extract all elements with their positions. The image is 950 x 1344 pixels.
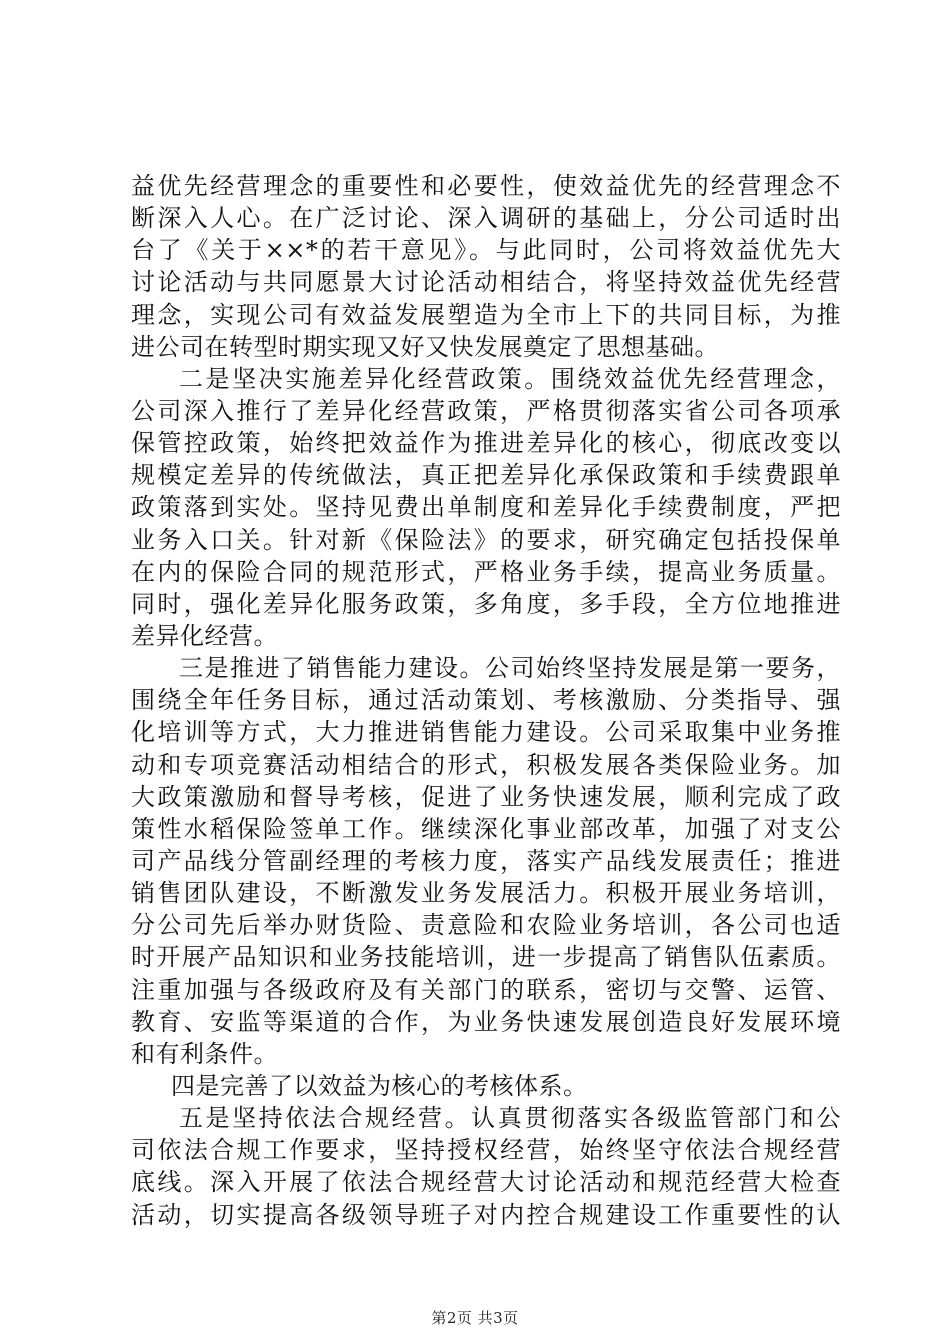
document-body	[131, 170, 841, 1231]
text-line: 台了《关于××*的若干意见》。与此同时，公司将效益优先大	[131, 236, 841, 265]
text-line: 业务入口关。针对新《保险法》的要求，研究确定包括投保单	[131, 525, 841, 554]
text-line: 策性水稻保险签单工作。继续深化事业部改革，加强了对支公	[131, 814, 841, 843]
paragraph-start-line: 三是推进了销售能力建设。公司始终坚持发展是第一要务，	[179, 654, 841, 683]
page-footer: 第2页 共3页	[431, 1309, 519, 1327]
text-line: 时开展产品知识和业务技能培训，进一步提高了销售队伍素质。	[131, 943, 841, 972]
text-line: 差异化经营。	[131, 621, 278, 650]
text-line: 司产品线分管副经理的考核力度，落实产品线发展责任；推进	[131, 846, 841, 875]
text-line: 化培训等方式，大力推进销售能力建设。公司采取集中业务推	[131, 718, 841, 747]
text-line: 分公司先后举办财货险、责意险和农险业务培训，各公司也适	[131, 911, 841, 940]
paragraph-start-line: 四是完善了以效益为核心的考核体系。	[171, 1071, 588, 1100]
text-line: 规模定差异的传统做法，真正把差异化承保政策和手续费跟单	[131, 461, 841, 490]
text-line: 在内的保险合同的规范形式，严格业务手续，提高业务质量。	[131, 557, 841, 586]
text-line: 公司深入推行了差异化经营政策，严格贯彻落实省公司各项承	[131, 396, 841, 425]
text-line: 销售团队建设，不断激发业务发展活力。积极开展业务培训，	[131, 879, 841, 908]
text-line: 教育、安监等渠道的合作，为业务快速发展创造良好发展环境	[131, 1007, 841, 1036]
text-line: 政策落到实处。坚持见费出单制度和差异化手续费制度，严把	[131, 493, 841, 522]
text-line: 进公司在转型时期实现又好又快发展奠定了思想基础。	[131, 332, 719, 361]
text-line: 同时，强化差异化服务政策，多角度，多手段，全方位地推进	[131, 589, 841, 618]
text-line: 讨论活动与共同愿景大讨论活动相结合，将坚持效益优先经营	[131, 268, 841, 297]
text-line: 注重加强与各级政府及有关部门的联系，密切与交警、运管、	[131, 975, 841, 1004]
text-line: 司依法合规工作要求，坚持授权经营，始终坚守依法合规经营	[131, 1136, 841, 1165]
text-line: 保管控政策，始终把效益作为推进差异化的核心，彻底改变以	[131, 429, 841, 458]
text-line: 大政策激励和督导考核，促进了业务快速发展，顺利完成了政	[131, 782, 841, 811]
paragraph-start-line: 二是坚决实施差异化经营政策。围绕效益优先经营理念，	[179, 364, 841, 393]
text-line: 围绕全年任务目标，通过活动策划、考核激励、分类指导、强	[131, 686, 841, 715]
text-line: 动和专项竞赛活动相结合的形式，积极发展各类保险业务。加	[131, 750, 841, 779]
text-line: 和有利条件。	[131, 1039, 278, 1068]
text-line: 理念，实现公司有效益发展塑造为全市上下的共同目标，为推	[131, 300, 841, 329]
paragraph-start-line: 五是坚持依法合规经营。认真贯彻落实各级监管部门和公	[179, 1104, 841, 1133]
text-line: 活动，切实提高各级领导班子对内控合规建设工作重要性的认	[131, 1200, 841, 1229]
text-line: 底线。深入开展了依法合规经营大讨论活动和规范经营大检查	[131, 1168, 841, 1197]
text-line: 断深入人心。在广泛讨论、深入调研的基础上，分公司适时出	[131, 204, 841, 233]
text-line: 益优先经营理念的重要性和必要性，使效益优先的经营理念不	[131, 172, 841, 200]
